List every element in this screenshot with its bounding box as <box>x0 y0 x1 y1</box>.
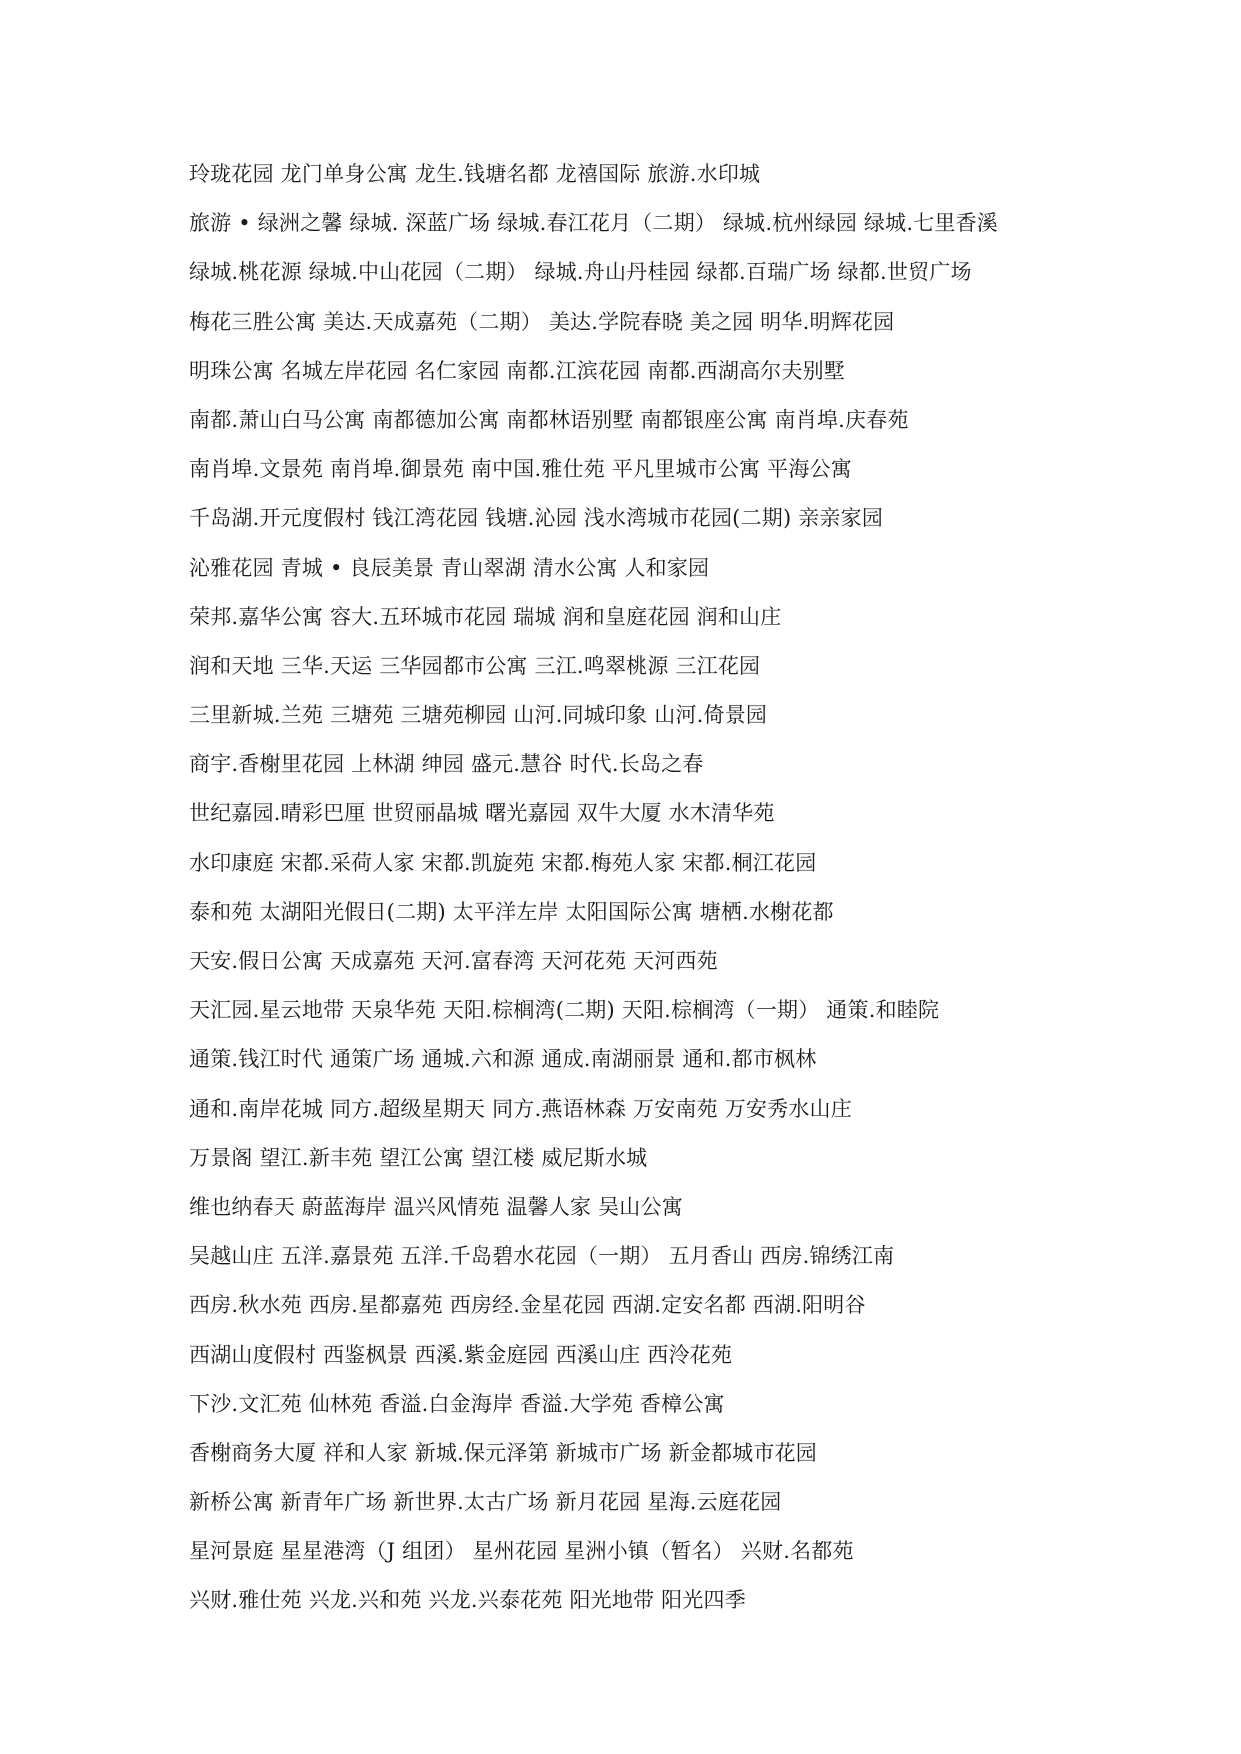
text-line: 下沙.文汇苑 仙林苑 香溢.白金海岸 香溢.大学苑 香樟公寓 <box>189 1391 725 1416</box>
text-line: 万景阁 望江.新丰苑 望江公寓 望江楼 威尼斯水城 <box>189 1145 648 1170</box>
text-line: 通和.南岸花城 同方.超级星期天 同方.燕语林森 万安南苑 万安秀水山庄 <box>189 1096 852 1121</box>
text-line: 世纪嘉园.晴彩巴厘 世贸丽晶城 曙光嘉园 双牛大厦 水木清华苑 <box>189 801 775 826</box>
text-line: 新桥公寓 新青年广场 新世界.太古广场 新月花园 星海.云庭花园 <box>189 1490 782 1515</box>
text-line: 旅游 • 绿洲之馨 绿城. 深蓝广场 绿城.春江花月（二期） 绿城.杭州绿园 绿城.七里香溪 <box>189 211 999 236</box>
text-line-list <box>189 158 1189 1634</box>
text-line: 西房.秋水苑 西房.星都嘉苑 西房经.金星花园 西湖.定安名都 西湖.阳明谷 <box>189 1293 866 1318</box>
text-line: 玲珑花园 龙门单身公寓 龙生.钱塘名都 龙禧国际 旅游.水印城 <box>189 162 761 186</box>
text-line: 天安.假日公寓 天成嘉苑 天河.富春湾 天河花苑 天河西苑 <box>189 949 718 973</box>
text-line: 润和天地 三华.天运 三华园都市公寓 三江.鸣翠桃源 三江花园 <box>189 653 761 678</box>
text-line: 吴越山庄 五洋.嘉景苑 五洋.千岛碧水花园（一期） 五月香山 西房.锦绣江南 <box>189 1244 895 1269</box>
text-line: 香榭商务大厦 祥和人家 新城.保元泽第 新城市广场 新金都城市花园 <box>189 1440 817 1465</box>
text-line: 维也纳春天 蔚蓝海岸 温兴风情苑 温馨人家 吴山公寓 <box>189 1194 683 1219</box>
text-line: 荣邦.嘉华公寓 容大.五环城市花园 瑞城 润和皇庭花园 润和山庄 <box>189 604 782 629</box>
text-line: 明珠公寓 名城左岸花园 名仁家园 南都.江滨花园 南都.西湖高尔夫别墅 <box>189 358 846 383</box>
text-line: 西湖山度假村 西鉴枫景 西溪.紫金庭园 西溪山庄 西泠花苑 <box>189 1342 733 1367</box>
text-line: 水印康庭 宋都.采荷人家 宋都.凯旋苑 宋都.梅苑人家 宋都.桐江花园 <box>189 850 817 875</box>
text-line: 沁雅花园 青城 • 良辰美景 青山翠湖 清水公寓 人和家园 <box>189 555 710 580</box>
text-line: 三里新城.兰苑 三塘苑 三塘苑柳园 山河.同城印象 山河.倚景园 <box>189 703 768 728</box>
text-line: 梅花三胜公寓 美达.天成嘉苑（二期） 美达.学院春晓 美之园 明华.明辉花园 <box>189 309 895 334</box>
text-line: 通策.钱江时代 通策广场 通城.六和源 通成.南湖丽景 通和.都市枫林 <box>189 1047 817 1072</box>
text-line: 南肖埠.文景苑 南肖埠.御景苑 南中国.雅仕苑 平凡里城市公寓 平海公寓 <box>189 457 852 482</box>
text-line: 南都.萧山白马公寓 南都德加公寓 南都林语别墅 南都银座公寓 南肖埠.庆春苑 <box>189 407 909 432</box>
text-line: 天汇园.星云地带 天泉华苑 天阳.棕榈湾(二期) 天阳.棕榈湾（一期） 通策.和睦院 <box>189 998 940 1023</box>
text-line: 泰和苑 太湖阳光假日(二期) 太平洋左岸 太阳国际公寓 塘栖.水榭花都 <box>189 899 834 924</box>
text-line: 兴财.雅仕苑 兴龙.兴和苑 兴龙.兴泰花苑 阳光地带 阳光四季 <box>189 1588 746 1613</box>
text-line: 商宇.香榭里花园 上林湖 绅园 盛元.慧谷 时代.长岛之春 <box>189 752 704 777</box>
text-line: 绿城.桃花源 绿城.中山花园（二期） 绿城.舟山丹桂园 绿都.百瑞广场 绿都.世贸广场 <box>189 260 972 285</box>
text-line: 千岛湖.开元度假村 钱江湾花园 钱塘.沁园 浅水湾城市花园(二期) 亲亲家园 <box>189 506 884 531</box>
text-line: 星河景庭 星星港湾（J 组团） 星州花园 星洲小镇（暂名） 兴财.名都苑 <box>189 1539 854 1564</box>
